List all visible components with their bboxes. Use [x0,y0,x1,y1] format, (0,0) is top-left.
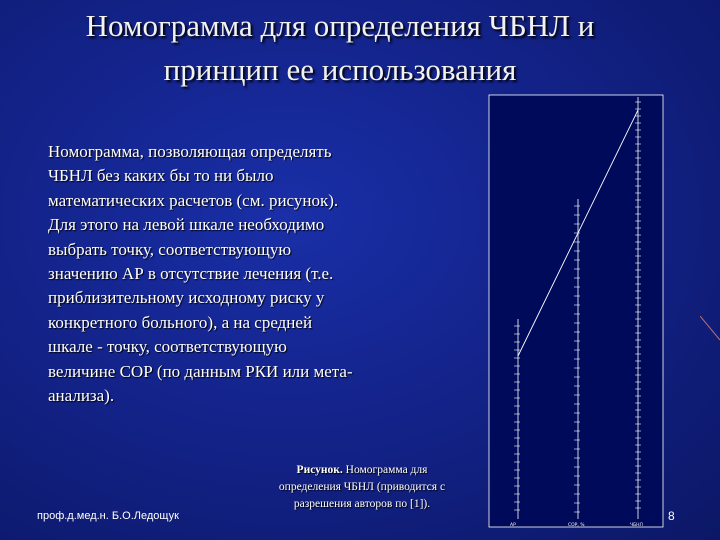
body-line: ЧБНЛ без каких бы то ни было [48,166,274,186]
figure-caption [248,462,476,513]
nomogram-figure [488,94,668,534]
slide-title [20,4,660,92]
middle-axis-label: СОР, % [568,523,585,528]
body-line: математических расчетов (см. рисунок). [48,190,339,210]
body-line: приблизительному исходному риску у [48,288,325,308]
author-footer: проф.д.мед.н. Б.О.Ледощук [37,510,179,522]
body-line: анализа). [48,386,115,406]
body-line: выбрать точку, соответствующую [48,239,292,259]
caption-line-3: разрешения авторов по [1]). [293,498,431,510]
body-line: значению АР в отсутствие лечения (т.е. [48,264,334,284]
body-line: величине СОР (по данным РКИ или мета- [48,361,353,381]
body-line: шкале - точку, соответствующую [48,337,287,357]
page-number: 8 [668,509,675,523]
nomogram-svg [488,94,668,534]
corner-line [700,316,720,340]
body-line: конкретного больного), а на средней [48,312,313,332]
caption-line-1 [248,462,476,479]
title-line-1: Номограмма для определения ЧБНЛ и [85,8,595,43]
caption-bold: Рисунок. [296,464,343,476]
body-paragraph [48,140,468,408]
right-axis-label: ЧБНЛ [630,523,643,528]
caption-text: Номограмма для [342,464,428,476]
body-line: Номограмма, позволяющая определять [48,142,332,161]
corner-decoration [700,316,720,356]
caption-line-2: определения ЧБНЛ (приводится с [278,481,446,493]
left-axis-label: АР [510,523,516,528]
body-line: Для этого на левой шкале необходимо [48,215,325,235]
title-line-2: принцип ее использования [163,52,517,87]
